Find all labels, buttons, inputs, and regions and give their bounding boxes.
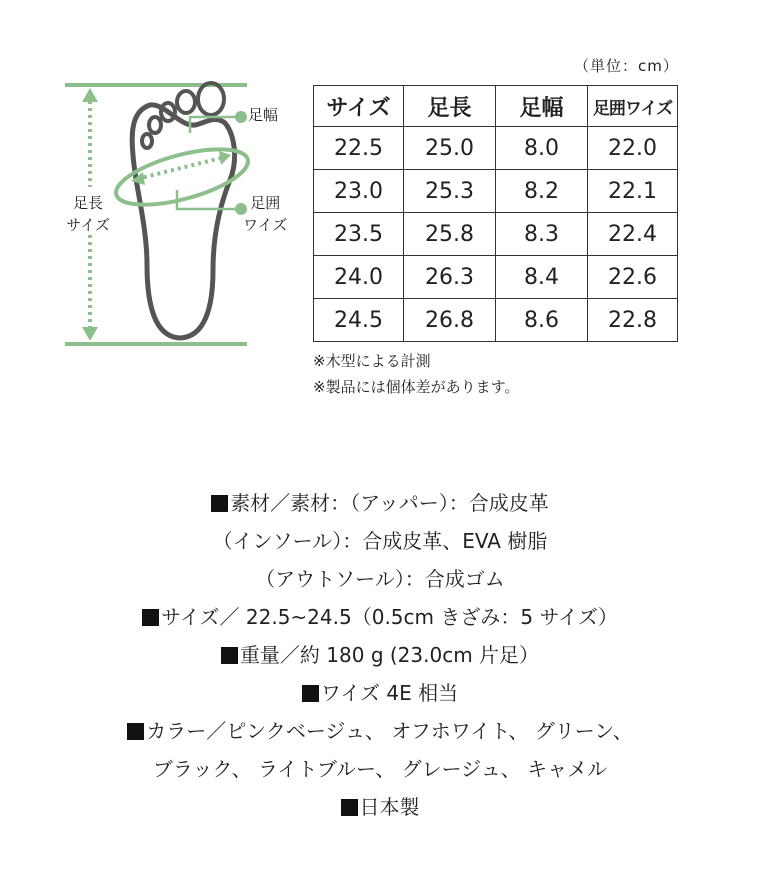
table-header-row: [314, 86, 678, 127]
spec-weight: 重量／約 180 g (23.0cm 片足）: [0, 636, 760, 674]
bullet-square-icon: [341, 799, 358, 816]
note-measurement: ※木型による計測: [313, 352, 431, 370]
cell-size: 22.5: [314, 127, 404, 170]
cell-width: 8.4: [496, 256, 588, 299]
note-variance: ※製品には個体差があります。: [313, 378, 520, 396]
bullet-square-icon: [221, 647, 238, 664]
cell-width: 8.0: [496, 127, 588, 170]
girth-label: 足囲 ワイズ: [243, 194, 288, 234]
cell-size: 24.5: [314, 299, 404, 342]
cell-length: 25.3: [404, 170, 496, 213]
width-arrow: [137, 157, 225, 179]
cell-girth: 22.8: [588, 299, 678, 342]
bullet-square-icon: [211, 495, 228, 512]
cell-size: 23.5: [314, 213, 404, 256]
spec-material-insole: （インソール）：合成皮革、EVA 樹脂: [212, 529, 548, 553]
cell-size: 24.0: [314, 256, 404, 299]
cell-width: 8.6: [496, 299, 588, 342]
width-label: 足幅: [248, 106, 279, 124]
header-size: サイズ: [314, 86, 404, 127]
length-label: 足長 サイズ: [66, 194, 110, 234]
header-foot-width: 足幅: [496, 86, 588, 127]
notes: [313, 348, 519, 400]
toe-big: [198, 83, 224, 115]
cell-girth: 22.0: [588, 127, 678, 170]
toe-4: [149, 117, 161, 133]
header-foot-length: 足長: [404, 86, 496, 127]
spec-wise: ワイズ 4E 相当: [0, 674, 760, 712]
header-foot-girth: 足囲ワイズ: [588, 86, 678, 127]
table-row: [314, 256, 678, 299]
arrow-up-icon: [82, 88, 98, 102]
bullet-square-icon: [302, 685, 319, 702]
cell-girth: 22.6: [588, 256, 678, 299]
table-row: [314, 299, 678, 342]
cell-girth: 22.4: [588, 213, 678, 256]
unit-note: （単位：cm）: [574, 57, 679, 75]
cell-width: 8.2: [496, 170, 588, 213]
cell-size: 23.0: [314, 170, 404, 213]
cell-width: 8.3: [496, 213, 588, 256]
spec-colors-cont: ブラック、 ライトブルー、 グレージュ、 キャメル: [152, 757, 608, 781]
width-dot: [235, 111, 247, 123]
cell-length: 25.0: [404, 127, 496, 170]
cell-length: 26.3: [404, 256, 496, 299]
spec-block: [0, 484, 760, 826]
cell-length: 26.8: [404, 299, 496, 342]
arrow-down-icon: [82, 327, 98, 341]
spec-size: サイズ／ 22.5~24.5（0.5cm きざみ：5 サイズ）: [0, 598, 760, 636]
bullet-square-icon: [127, 723, 144, 740]
size-table: [313, 85, 678, 342]
toe-2: [177, 91, 195, 113]
bullet-square-icon: [142, 609, 159, 626]
spec-material-outsole: （アウトソール）：合成ゴム: [255, 567, 505, 591]
cell-girth: 22.1: [588, 170, 678, 213]
toe-5: [142, 134, 152, 148]
table-row: [314, 127, 678, 170]
table-row: [314, 213, 678, 256]
spec-material: 素材／素材：（アッパー）：合成皮革: [0, 484, 760, 522]
spec-colors: カラー／ピンクベージュ、 オフホワイト、 グリーン、: [0, 712, 760, 750]
spec-origin: 日本製: [0, 788, 760, 826]
foot-outline: [132, 105, 234, 338]
cell-length: 25.8: [404, 213, 496, 256]
table-row: [314, 170, 678, 213]
